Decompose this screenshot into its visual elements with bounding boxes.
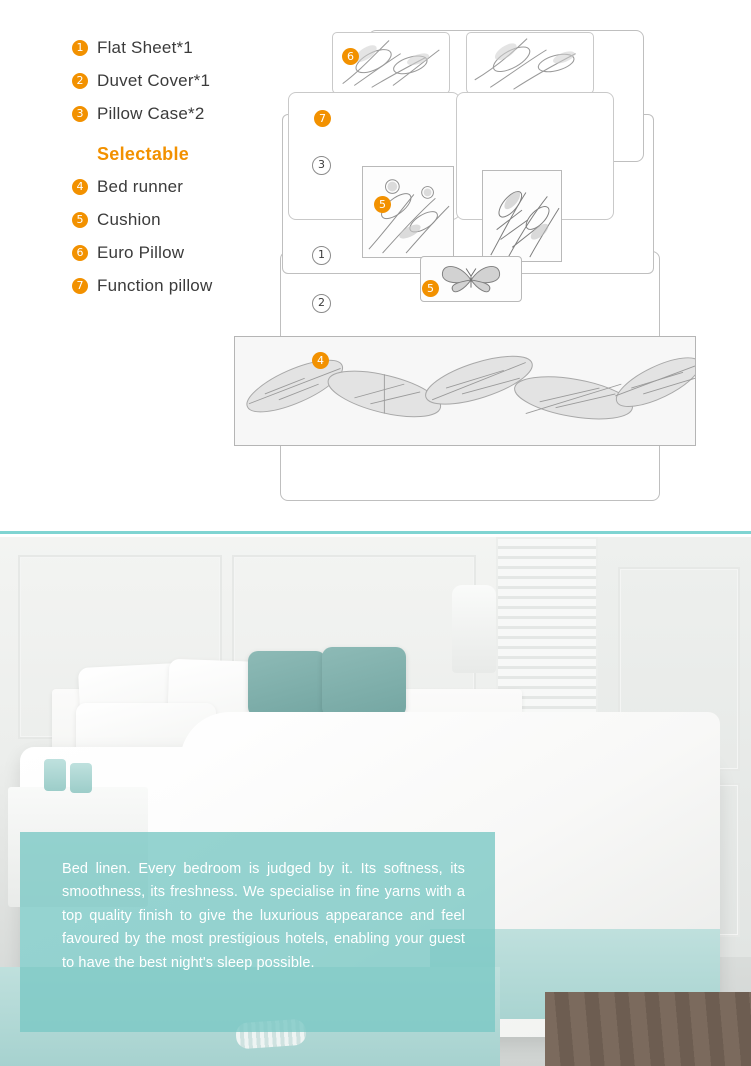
marker-cushion-left: 5 <box>374 196 391 213</box>
banana-leaf-pattern-icon <box>235 337 695 445</box>
wood-floor <box>545 992 751 1066</box>
legend-item-duvet-cover <box>72 69 302 93</box>
marker-euro-pillow: 6 <box>342 48 359 65</box>
teal-cushion <box>248 651 326 717</box>
badge-7: 7 <box>72 278 88 294</box>
cushion-left <box>362 166 454 258</box>
bed-line-art <box>270 14 730 514</box>
legend-item-pillow-case <box>72 102 302 126</box>
legend-label-pillow-case: Pillow Case*2 <box>97 104 205 123</box>
legend-label-function-pillow: Function pillow <box>97 276 213 295</box>
badge-5: 5 <box>72 212 88 228</box>
marker-flat-sheet: 1 <box>312 246 331 265</box>
legend-label-bed-runner: Bed runner <box>97 177 184 196</box>
marker-bed-runner: 4 <box>312 352 329 369</box>
badge-6: 6 <box>72 245 88 261</box>
caption-text: Bed linen. Every bedroom is judged by it. Its softness, its smoothness, its freshness. We specialise in fine yarns with a top quality finish to give the luxurious appearance and feel favoured by the most prestigious hotels, enabling your guest to have the best night's sleep possible. <box>62 861 465 971</box>
badge-1: 1 <box>72 40 88 56</box>
cushion-right <box>482 170 562 262</box>
legend <box>72 36 302 307</box>
legend-item-function-pillow <box>72 274 302 298</box>
marker-function-pillow: 7 <box>314 110 331 127</box>
legend-label-cushion: Cushion <box>97 210 161 229</box>
legend-item-bed-runner <box>72 175 302 199</box>
badge-4: 4 <box>72 179 88 195</box>
decor-jar <box>44 759 66 791</box>
legend-label-duvet-cover: Duvet Cover*1 <box>97 71 211 90</box>
legend-item-euro-pillow <box>72 241 302 265</box>
leaf-pattern-icon <box>467 33 593 93</box>
marker-pillow-case: 3 <box>312 156 331 175</box>
marker-duvet-cover: 2 <box>312 294 331 313</box>
table-lamp <box>452 585 496 673</box>
bedroom-photo-panel <box>0 537 751 1066</box>
legend-label-euro-pillow: Euro Pillow <box>97 243 185 262</box>
euro-pillow-right <box>466 32 594 94</box>
caption-overlay <box>20 832 495 1032</box>
bed-runner <box>234 336 696 446</box>
legend-item-cushion <box>72 208 302 232</box>
teal-cushion <box>322 647 406 717</box>
legend-item-flat-sheet <box>72 36 302 60</box>
marker-cushion-bolster: 5 <box>422 280 439 297</box>
badge-2: 2 <box>72 73 88 89</box>
palm-pattern-icon <box>483 171 561 261</box>
floral-pattern-icon <box>363 167 453 257</box>
badge-3: 3 <box>72 106 88 122</box>
legend-label-flat-sheet: Flat Sheet*1 <box>97 38 193 57</box>
decor-jar <box>70 763 92 793</box>
legend-selectable-title: Selectable <box>97 144 190 164</box>
